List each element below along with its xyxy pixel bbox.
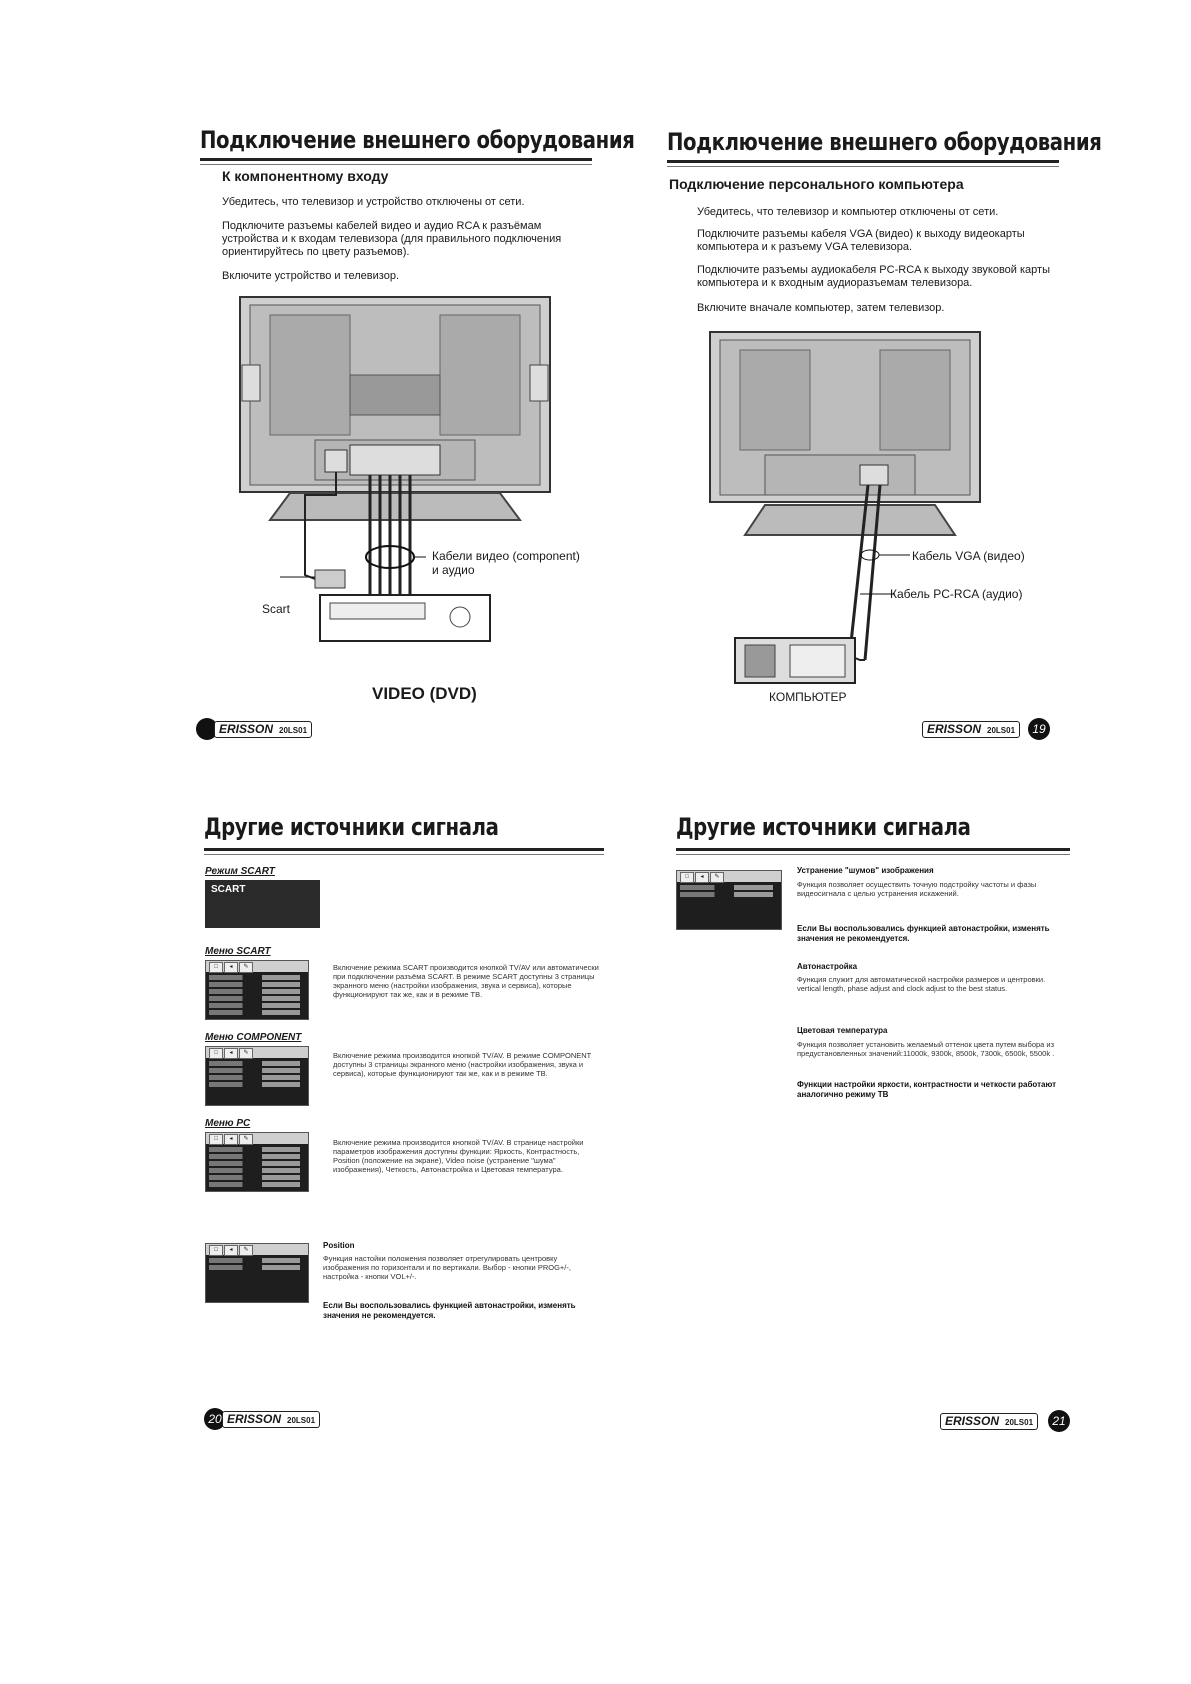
page-title: Подключение внешнего оборудования <box>667 128 1102 156</box>
page-number: 20 <box>204 1408 226 1430</box>
brand-logo: ERISSON 20LS01 <box>222 1411 320 1428</box>
page-number: 21 <box>1048 1410 1070 1432</box>
auto-text: Функция служит для автоматической настройки размеров и центровки. vertical length, phase adjust and clock adjust to the best status. <box>797 975 1046 993</box>
label-video-dvd: VIDEO (DVD) <box>372 684 477 703</box>
label-vga-cable: Кабель VGA (видео) <box>912 549 1025 563</box>
page-title: Другие источники сигнала <box>204 813 499 841</box>
brand-logo: ERISSON 20LS01 <box>940 1413 1038 1430</box>
title-rule-thin <box>667 166 1059 167</box>
heading-menu-component: Меню COMPONENT <box>205 1032 302 1043</box>
page-title: Подключение внешнего оборудования <box>200 126 635 154</box>
noise-title: Устранение "шумов" изображения <box>797 866 934 875</box>
auto-title: Автонастройка <box>797 962 858 971</box>
scart-connector <box>325 450 347 472</box>
paragraph-4: Включите вначале компьютер, затем телевизор. <box>697 302 945 314</box>
pc-connection-diagram <box>700 330 1000 690</box>
title-rule <box>200 158 592 161</box>
paragraph-2: Подключите разъемы кабелей видео и аудио RCA к разъёмам устройства и к входам телевизора (для правильного подключения ориентируйтесь по цвету разъемов). <box>222 220 562 258</box>
heading-menu-scart: Меню SCART <box>205 946 271 957</box>
brand-logo: ERISSON 20LS01 <box>922 721 1020 738</box>
title-rule <box>667 160 1059 163</box>
menu-component-text: Включение режима производится кнопкой TV/AV. В режиме COMPONENT доступны 3 страницы экранного меню (настройки изображения, звука и сервиса), которые функционируют так же, как и в режиме ТВ. <box>333 1051 592 1078</box>
title-rule <box>676 848 1070 851</box>
position-title: Position <box>323 1241 355 1250</box>
vent-right <box>440 315 520 435</box>
temp-title: Цветовая температура <box>797 1026 888 1035</box>
paragraph-1: Убедитесь, что телевизор и компьютер отключены от сети. <box>697 206 999 218</box>
paragraph-2: Подключите разъемы кабеля VGA (видео) к выходу видеокарты компьютера и к разъему VGA телевизора. <box>697 228 1025 253</box>
title-rule <box>204 848 604 851</box>
position-text: Функция настойки положения позволяет отрегулировать центровку изображения по горизонтали и по вертикали. Выбор - кнопки PROG+/-, настройка - кнопки VOL+/-. <box>323 1254 571 1281</box>
noise-text: Функция позволяет осуществить точную подстройку частоты и фазы видеосигнала с целью устранения искажений. <box>797 880 1037 898</box>
vent-left <box>270 315 350 435</box>
osd-position: □ ◂ ✎ <box>205 1243 309 1303</box>
final-note: Функции настройки яркости, контрастности и четкости работают аналогично режиму ТВ <box>797 1080 1057 1099</box>
scart-osd-box <box>205 880 320 928</box>
title-rule-thin <box>200 164 592 165</box>
paragraph-3: Подключите разъемы аудиокабеля PC-RCA к выходу звуковой карты компьютера и к входным аудиоразъемам телевизора. <box>697 264 1050 289</box>
tv-stand <box>270 493 520 520</box>
osd-menu-pc: □ ◂ ✎ <box>205 1132 309 1192</box>
heading-scart-mode: Режим SCART <box>205 866 275 877</box>
menu-pc-text: Включение режима производится кнопкой TV/AV. В странице настройки параметров изображения доступны функции: Яркость, Контрастность, Position (положение на экране), Video noise (устранение "шума" изображения), Четкость, Автонастройка и Цветовая температура. <box>333 1138 584 1174</box>
section-subtitle: К компонентному входу <box>222 168 389 184</box>
page-title: Другие источники сигнала <box>676 813 971 841</box>
paragraph-1: Убедитесь, что телевизор и устройство отключены от сети. <box>222 196 525 208</box>
paragraph-3: Включите устройство и телевизор. <box>222 270 399 282</box>
rca-connectors <box>350 445 440 475</box>
section-subtitle: Подключение персонального компьютера <box>669 176 964 192</box>
brand-logo: ERISSON 20LS01 <box>214 721 312 738</box>
label-computer: КОМПЬЮТЕР <box>769 690 847 704</box>
scart-osd-label: SCART <box>211 884 246 895</box>
warning-text: Если Вы воспользовались функцией автонастройки, изменять значения не рекомендуется. <box>323 1301 576 1320</box>
menu-scart-text: Включение режима SCART производится кнопкой TV/AV или автоматически при подключении разъёма SCART. В режиме SCART доступны 3 страницы экранного меню (настройки изображения, звука и сервиса), которые функционируют так же, как и в режиме ТВ. <box>333 963 599 999</box>
label-scart: Scart <box>262 602 291 616</box>
tv-stand <box>745 505 955 535</box>
label-cables-line1: Кабели видео (component) <box>432 549 580 563</box>
label-cables-line2: и аудио <box>432 563 475 577</box>
warning-text: Если Вы воспользовались функцией автонастройки, изменять значения не рекомендуется. <box>797 924 1050 943</box>
osd-menu-scart: □ ◂ ✎ <box>205 960 309 1020</box>
title-rule-thin <box>204 854 604 855</box>
temp-text: Функция позволяет установить желаемый оттенок цвета путем выбора из предустановленных значений:11000k, 9300k, 8500k, 7300k, 6500k, 5500k . <box>797 1040 1055 1058</box>
page-number: 19 <box>1028 718 1050 740</box>
component-connection-diagram <box>230 295 570 705</box>
heading-menu-pc: Меню PC <box>205 1118 251 1129</box>
osd-menu-component: □ ◂ ✎ <box>205 1046 309 1106</box>
title-rule-thin <box>676 854 1070 855</box>
osd-noise: □ ◂ ✎ <box>676 870 782 930</box>
label-pcrca-cable: Кабель PC-RCA (аудио) <box>890 587 1023 601</box>
